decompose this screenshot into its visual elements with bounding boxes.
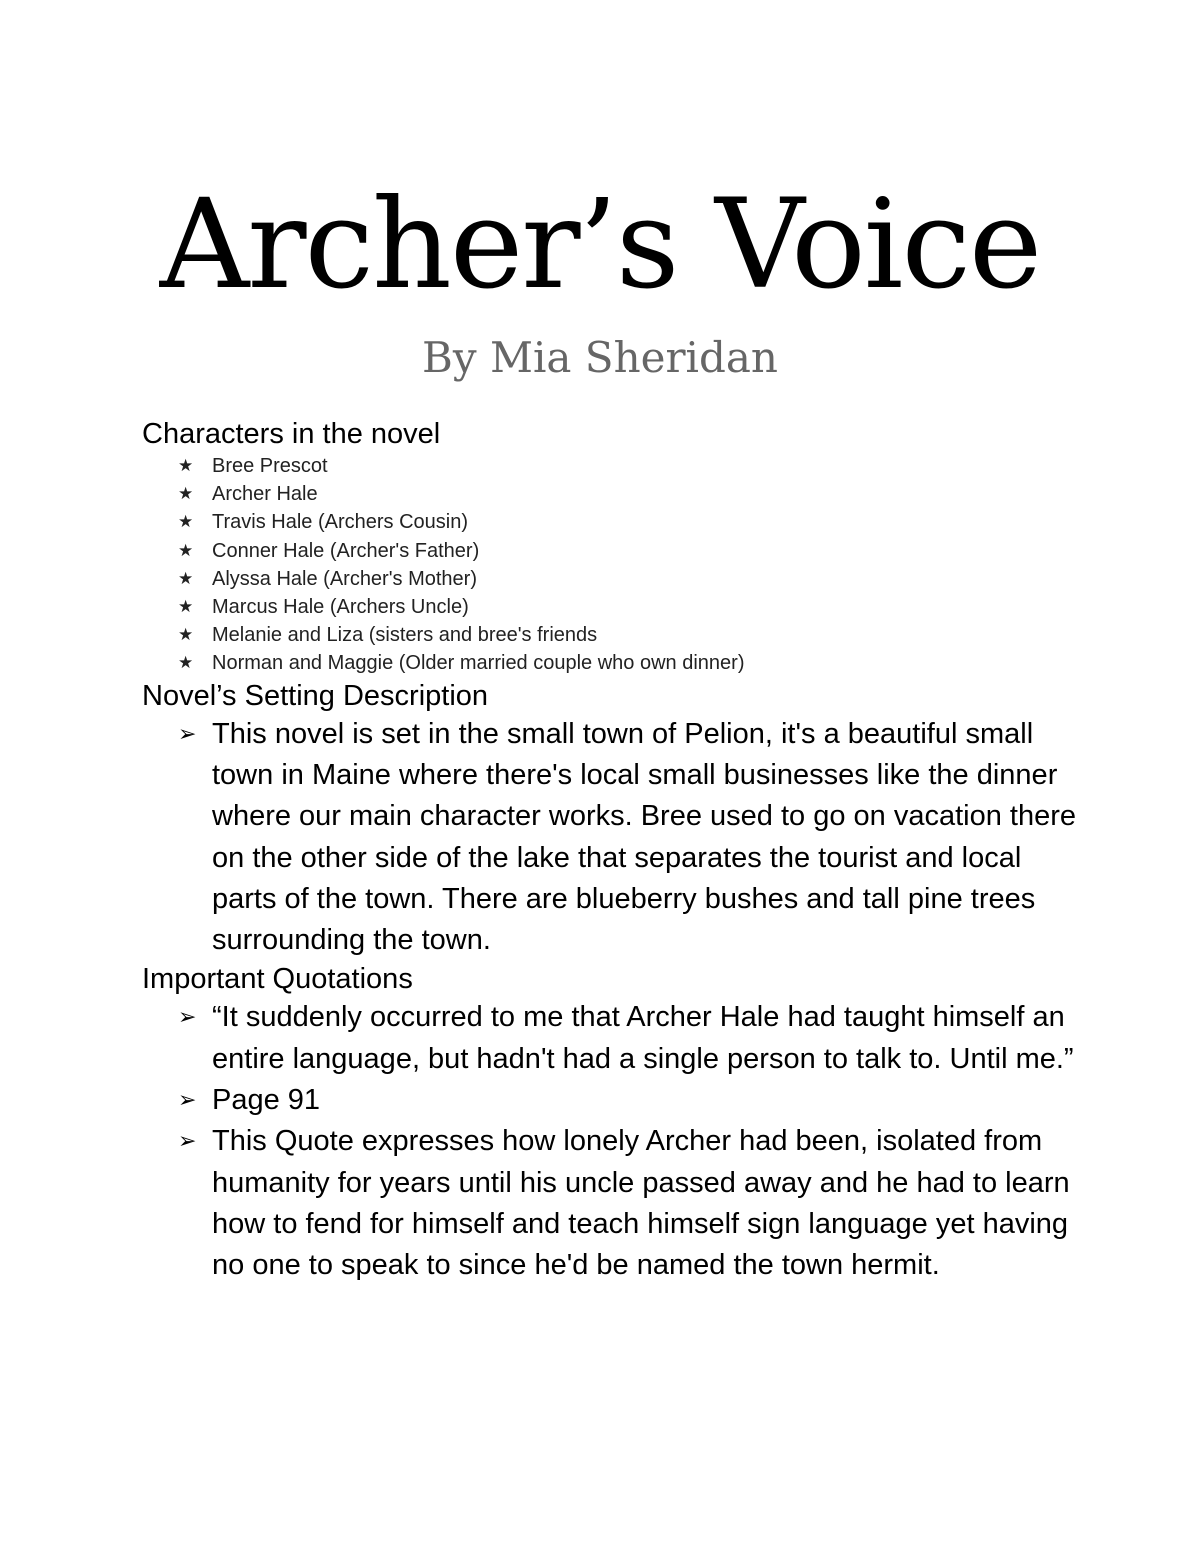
characters-list (142, 452, 1082, 678)
list-item (142, 452, 1082, 480)
setting-heading: Novel’s Setting Description (142, 679, 489, 712)
star-bullet-icon: ★ (178, 568, 194, 589)
list-item-text: Alyssa Hale (Archer's Mother) (212, 567, 477, 590)
setting-list (142, 714, 1082, 962)
star-bullet-icon: ★ (178, 653, 194, 674)
list-item (142, 565, 1082, 593)
setting-section (142, 678, 1082, 962)
list-item-text: “It suddenly occurred to me that Archer Hale had taught himself an entire language, but hadn't had a single person to talk to. Until me.” (212, 1001, 1074, 1075)
list-item (142, 480, 1082, 508)
arrow-bullet-icon: ➢ (178, 1129, 197, 1155)
author-line: By Mia Sheridan (422, 333, 778, 382)
arrow-bullet-icon: ➢ (178, 1005, 197, 1031)
list-item-text: Melanie and Liza (sisters and bree's friends (212, 624, 598, 647)
star-bullet-icon: ★ (178, 484, 194, 505)
quotations-section (142, 961, 1082, 1286)
document-body (142, 416, 1082, 1286)
list-item (142, 508, 1082, 536)
characters-section (142, 416, 1082, 678)
list-item-text: This Quote expresses how lonely Archer had been, isolated from humanity for years until his uncle passed away and he had to learn how to fend for himself and teach himself sign language yet having no one to speak to since he'd be named the town hermit. (212, 1125, 1070, 1282)
list-item-text: Marcus Hale (Archers Uncle) (212, 596, 469, 619)
list-item-text: Page 91 (212, 1084, 321, 1116)
list-item (142, 1121, 1082, 1286)
document-title: Archer’s Voice (159, 173, 1041, 317)
quotations-heading: Important Quotations (142, 963, 413, 996)
list-item (142, 649, 1082, 677)
list-item (142, 997, 1082, 1080)
quotations-list (142, 997, 1082, 1286)
list-item-text: Archer Hale (212, 483, 318, 506)
list-item (142, 593, 1082, 621)
star-bullet-icon: ★ (178, 512, 194, 533)
star-bullet-icon: ★ (178, 456, 194, 476)
list-item-text: Bree Prescot (212, 455, 328, 477)
list-item (142, 537, 1082, 565)
list-item-text: Conner Hale (Archer's Father) (212, 539, 480, 562)
list-item-text: Norman and Maggie (Older married couple who own dinner) (212, 652, 745, 675)
arrow-bullet-icon: ➢ (178, 721, 197, 747)
list-item (142, 714, 1082, 962)
star-bullet-icon: ★ (178, 540, 194, 561)
arrow-bullet-icon: ➢ (178, 1088, 197, 1113)
list-item-text: This novel is set in the small town of Pelion, it's a beautiful small town in Maine where there's local small businesses like the dinner where our main character works. Bree used to go on vacation there on the other side of the lake that separates the tourist and local parts of the town. There are blueberry bushes and tall pine trees surrounding the town. (212, 717, 1077, 957)
star-bullet-icon: ★ (178, 597, 194, 618)
characters-heading: Characters in the novel (142, 418, 441, 450)
list-item (142, 1080, 1082, 1121)
star-bullet-icon: ★ (178, 625, 194, 646)
list-item-text: Travis Hale (Archers Cousin) (212, 511, 468, 534)
list-item (142, 621, 1082, 649)
